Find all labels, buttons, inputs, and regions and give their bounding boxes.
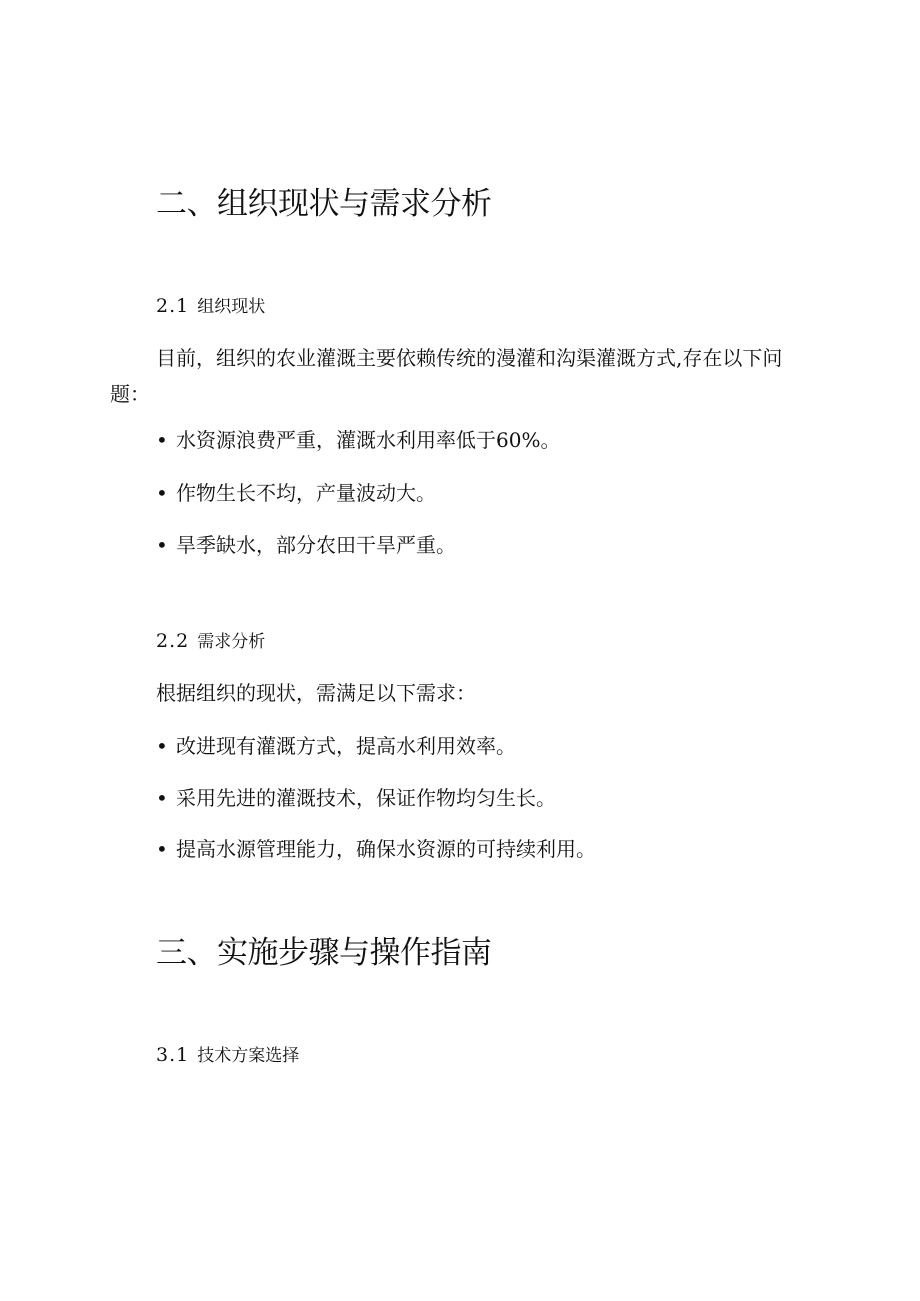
subsection-3-1-number: 3.1 [156,1044,190,1066]
subsection-2-1-number: 2.1 [156,295,190,317]
subsection-3-1-heading [156,1042,299,1069]
bullet-icon: • [156,533,168,557]
bullet-icon: • [156,734,168,758]
list-item-text: 水资源浪费严重，灌溉水利用率低于60%。 [176,428,561,452]
list-item-text: 旱季缺水，部分农田干旱严重。 [176,533,456,557]
bullet-icon: • [156,837,168,861]
subsection-2-1-title: 组织现状 [197,297,266,317]
status-paragraph: 目前，组织的农业灌溉主要依赖传统的漫灌和沟渠灌溉方式,存在以下问题： [110,346,783,406]
list-item [156,478,436,508]
bullet-icon: • [156,786,168,810]
requirements-paragraph: 根据组织的现状，需满足以下需求： [156,681,476,705]
subsection-2-1-heading [156,293,265,320]
list-item-text: 改进现有灌溉方式，提高水利用效率。 [176,734,516,758]
bullet-icon: • [156,481,168,505]
list-item [156,731,516,761]
subsection-2-2-number: 2.2 [156,630,190,652]
list-item-text: 作物生长不均，产量波动大。 [176,481,436,505]
list-item [156,425,560,455]
bullet-icon: • [156,428,168,452]
list-item-text: 提高水源管理能力，确保水资源的可持续利用。 [176,837,596,861]
list-item [156,834,596,864]
section-3-heading: 三、实施步骤与操作指南 [156,935,492,971]
list-item [156,530,456,560]
subsection-2-2-heading [156,628,265,655]
list-item-text: 采用先进的灌溉技术，保证作物均匀生长。 [176,786,556,810]
list-item [156,783,556,813]
section-2-heading: 二、组织现状与需求分析 [156,186,492,222]
subsection-2-2-title: 需求分析 [197,632,266,652]
subsection-3-1-title: 技术方案选择 [197,1046,300,1066]
